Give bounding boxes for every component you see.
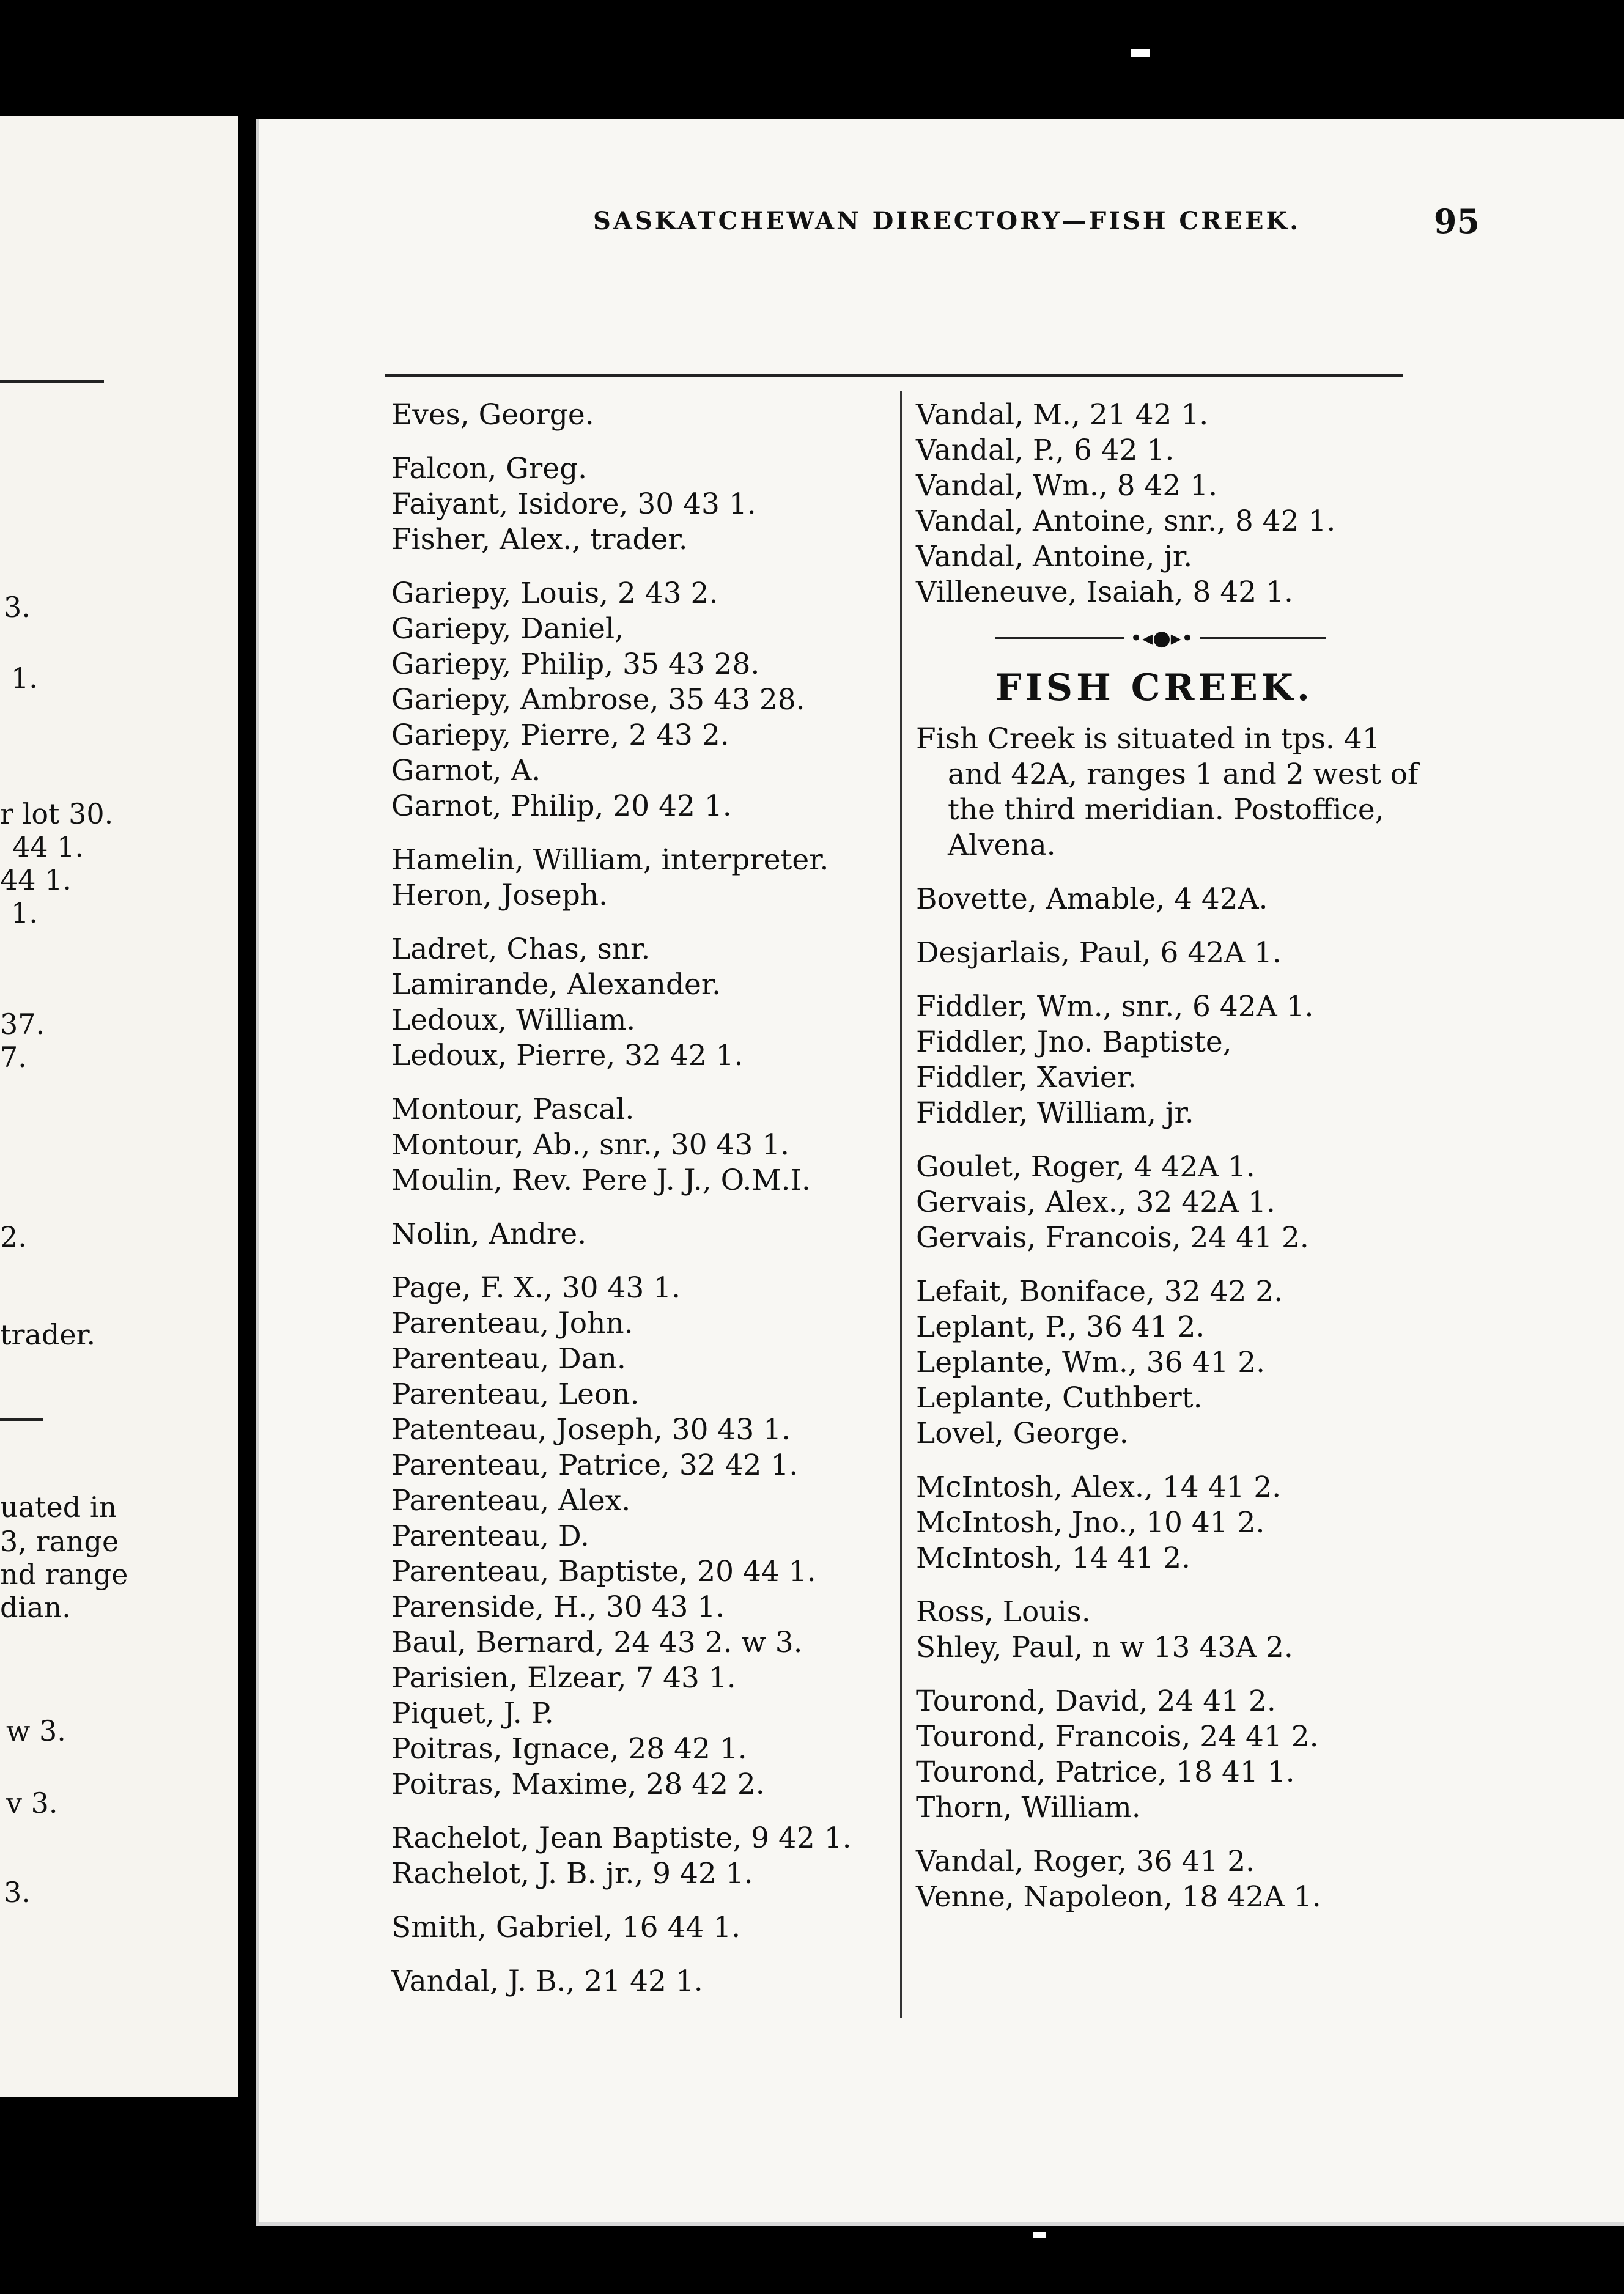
directory-entry: Parenteau, D.	[391, 1519, 589, 1553]
directory-entry: Parenteau, Dan.	[391, 1342, 626, 1376]
left-fragment: 3.	[4, 1876, 31, 1909]
directory-entry: Lovel, George.	[916, 1417, 1129, 1450]
left-facing-page	[0, 116, 238, 2097]
scan-speck	[1033, 2232, 1046, 2238]
directory-entry: Goulet, Roger, 4 42A 1.	[916, 1150, 1255, 1184]
section-title: FISH CREEK.	[995, 666, 1313, 709]
entry-group	[391, 451, 868, 558]
directory-entry: Ledoux, Pierre, 32 42 1.	[391, 1039, 744, 1072]
directory-entry: Fiddler, Wm., snr., 6 42A 1.	[916, 990, 1314, 1023]
directory-entry: Baul, Bernard, 24 43 2. w 3.	[391, 1626, 803, 1659]
entry-group	[391, 843, 868, 913]
directory-entry: Parenteau, Patrice, 32 42 1.	[391, 1448, 799, 1482]
directory-entry: Rachelot, J. B. jr., 9 42 1.	[391, 1857, 753, 1890]
directory-entry: Gervais, Alex., 32 42A 1.	[916, 1186, 1275, 1219]
directory-entry: Desjarlais, Paul, 6 42A 1.	[916, 936, 1282, 970]
entry-group	[916, 1149, 1430, 1256]
directory-entry: McIntosh, Jno., 10 41 2.	[916, 1506, 1265, 1540]
directory-entry: Montour, Pascal.	[391, 1093, 635, 1126]
entry-group	[916, 935, 1430, 971]
left-fragment: uated in	[0, 1491, 117, 1524]
directory-entry: Garnot, A.	[391, 754, 541, 787]
entry-group	[391, 1964, 868, 1999]
directory-entry: Vandal, P., 6 42 1.	[916, 433, 1175, 467]
intro-line: Alvena.	[948, 828, 1056, 862]
left-fragment: 3.	[4, 591, 31, 624]
entry-group	[916, 1844, 1430, 1915]
directory-entry: Vandal, J. B., 21 42 1.	[391, 1964, 703, 1998]
running-header-title: SASKATCHEWAN DIRECTORY—FISH CREEK.	[593, 207, 1301, 235]
directory-entry: Parisien, Elzear, 7 43 1.	[391, 1661, 736, 1695]
directory-entry: Rachelot, Jean Baptiste, 9 42 1.	[391, 1821, 852, 1855]
entry-group	[391, 1217, 868, 1252]
directory-entry: Garnot, Philip, 20 42 1.	[391, 789, 732, 823]
left-fragment: 1.	[11, 662, 38, 695]
intro-line: the third meridian. Postoffice,	[948, 793, 1384, 827]
directory-entry: Falcon, Greg.	[391, 452, 588, 485]
directory-entry: Gariepy, Ambrose, 35 43 28.	[391, 683, 805, 717]
directory-entry: Leplante, Wm., 36 41 2.	[916, 1346, 1266, 1379]
directory-entry: Nolin, Andre.	[391, 1217, 587, 1251]
directory-column-left	[391, 397, 868, 1999]
directory-entry: Parenside, H., 30 43 1.	[391, 1590, 725, 1624]
directory-entry: Fisher, Alex., trader.	[391, 523, 688, 556]
directory-entry: Gariepy, Philip, 35 43 28.	[391, 647, 760, 681]
directory-entry: Hamelin, William, interpreter.	[391, 843, 829, 877]
left-page-rule	[0, 1418, 43, 1421]
directory-entry: Venne, Napoleon, 18 42A 1.	[916, 1880, 1321, 1914]
directory-entry: Vandal, M., 21 42 1.	[916, 398, 1209, 432]
directory-entry: Lefait, Boniface, 32 42 2.	[916, 1275, 1283, 1308]
directory-entry: Poitras, Maxime, 28 42 2.	[391, 1768, 765, 1801]
section-intro	[916, 721, 1430, 863]
directory-entry: Eves, George.	[391, 398, 594, 432]
entry-group	[391, 397, 868, 433]
entry-group	[916, 1595, 1430, 1665]
directory-entry: Moulin, Rev. Pere J. J., O.M.I.	[391, 1164, 811, 1197]
directory-entry: Smith, Gabriel, 16 44 1.	[391, 1911, 741, 1944]
directory-entry: Poitras, Ignace, 28 42 1.	[391, 1732, 747, 1766]
entry-group	[916, 1470, 1430, 1576]
left-fragment: 3, range	[0, 1525, 119, 1558]
directory-entry: Heron, Joseph.	[391, 879, 608, 912]
page-number: 95	[1433, 202, 1480, 241]
directory-entry: Villeneuve, Isaiah, 8 42 1.	[916, 575, 1293, 609]
directory-entry: Gariepy, Pierre, 2 43 2.	[391, 718, 729, 752]
directory-entry: Fiddler, Xavier.	[916, 1061, 1137, 1094]
directory-entry: Parenteau, Baptiste, 20 44 1.	[391, 1555, 816, 1588]
section-ornament	[916, 618, 1430, 660]
left-fragment: 7.	[0, 1041, 27, 1074]
directory-entry: Page, F. X., 30 43 1.	[391, 1271, 681, 1305]
left-fragment: dian.	[0, 1591, 71, 1624]
entry-group	[391, 1092, 868, 1198]
directory-entry: Gervais, Francois, 24 41 2.	[916, 1221, 1309, 1255]
directory-entry: Vandal, Antoine, snr., 8 42 1.	[916, 504, 1336, 538]
directory-entry: Vandal, Antoine, jr.	[916, 540, 1193, 574]
directory-entry: Ledoux, William.	[391, 1003, 636, 1037]
entry-group	[916, 1274, 1430, 1451]
left-fragment: nd range	[0, 1558, 128, 1591]
left-fragment: 44 1.	[12, 830, 84, 863]
directory-entry: Faiyant, Isidore, 30 43 1.	[391, 487, 756, 521]
left-fragment: r lot 30.	[0, 797, 114, 830]
left-fragment: trader.	[0, 1318, 96, 1351]
scan-speck	[1131, 49, 1150, 57]
directory-entry: Piquet, J. P.	[391, 1697, 554, 1730]
entry-group	[916, 397, 1430, 610]
directory-entry: Patenteau, Joseph, 30 43 1.	[391, 1413, 791, 1447]
intro-line: and 42A, ranges 1 and 2 west of	[948, 758, 1419, 791]
directory-entry: Ross, Louis.	[916, 1595, 1091, 1629]
running-header	[330, 202, 1480, 245]
column-divider	[900, 391, 902, 2018]
entry-group	[916, 1684, 1430, 1826]
directory-entry: McIntosh, Alex., 14 41 2.	[916, 1470, 1282, 1504]
directory-entry: Tourond, Francois, 24 41 2.	[916, 1720, 1319, 1754]
directory-column-right	[916, 397, 1430, 1915]
left-fragment: v 3.	[6, 1787, 58, 1820]
left-fragment: 2.	[0, 1220, 27, 1253]
left-fragment: w 3.	[6, 1714, 66, 1747]
directory-entry: Parenteau, John.	[391, 1307, 633, 1340]
directory-entry: Lamirande, Alexander.	[391, 968, 722, 1001]
left-fragment: 1.	[11, 896, 38, 929]
directory-entry: Vandal, Wm., 8 42 1.	[916, 469, 1218, 503]
directory-entry: Parenteau, Alex.	[391, 1484, 631, 1518]
entry-group	[391, 932, 868, 1074]
entry-group	[391, 1271, 868, 1802]
intro-line: Fish Creek is situated in tps. 41	[916, 722, 1381, 756]
directory-entry: Ladret, Chas, snr.	[391, 932, 651, 966]
entry-group	[391, 1910, 868, 1945]
directory-entry: Fiddler, William, jr.	[916, 1096, 1194, 1130]
directory-entry: Tourond, David, 24 41 2.	[916, 1684, 1276, 1718]
directory-entry: McIntosh, 14 41 2.	[916, 1541, 1191, 1575]
ornament-glyph: •◂●▸•	[1124, 626, 1200, 651]
left-fragment: 44 1.	[0, 863, 72, 896]
directory-entry: Leplant, P., 36 41 2.	[916, 1310, 1205, 1344]
entry-group	[916, 989, 1430, 1131]
directory-entry: Gariepy, Daniel,	[391, 612, 624, 646]
directory-entry: Fiddler, Jno. Baptiste,	[916, 1025, 1232, 1059]
entry-group	[391, 1821, 868, 1892]
left-page-rule	[0, 380, 104, 383]
entry-group	[391, 576, 868, 824]
directory-entry: Parenteau, Leon.	[391, 1378, 640, 1411]
directory-entry: Thorn, William.	[916, 1791, 1141, 1824]
directory-entry: Shley, Paul, n w 13 43A 2.	[916, 1631, 1293, 1664]
directory-entry: Tourond, Patrice, 18 41 1.	[916, 1755, 1295, 1789]
directory-entry: Montour, Ab., snr., 30 43 1.	[391, 1128, 790, 1162]
directory-entry: Leplante, Cuthbert.	[916, 1381, 1203, 1415]
directory-entry: Vandal, Roger, 36 41 2.	[916, 1845, 1255, 1878]
header-rule	[385, 374, 1403, 377]
entry-group	[916, 882, 1430, 917]
directory-entry: Bovette, Amable, 4 42A.	[916, 882, 1268, 916]
left-fragment: 37.	[0, 1008, 45, 1041]
directory-entry: Gariepy, Louis, 2 43 2.	[391, 577, 718, 610]
